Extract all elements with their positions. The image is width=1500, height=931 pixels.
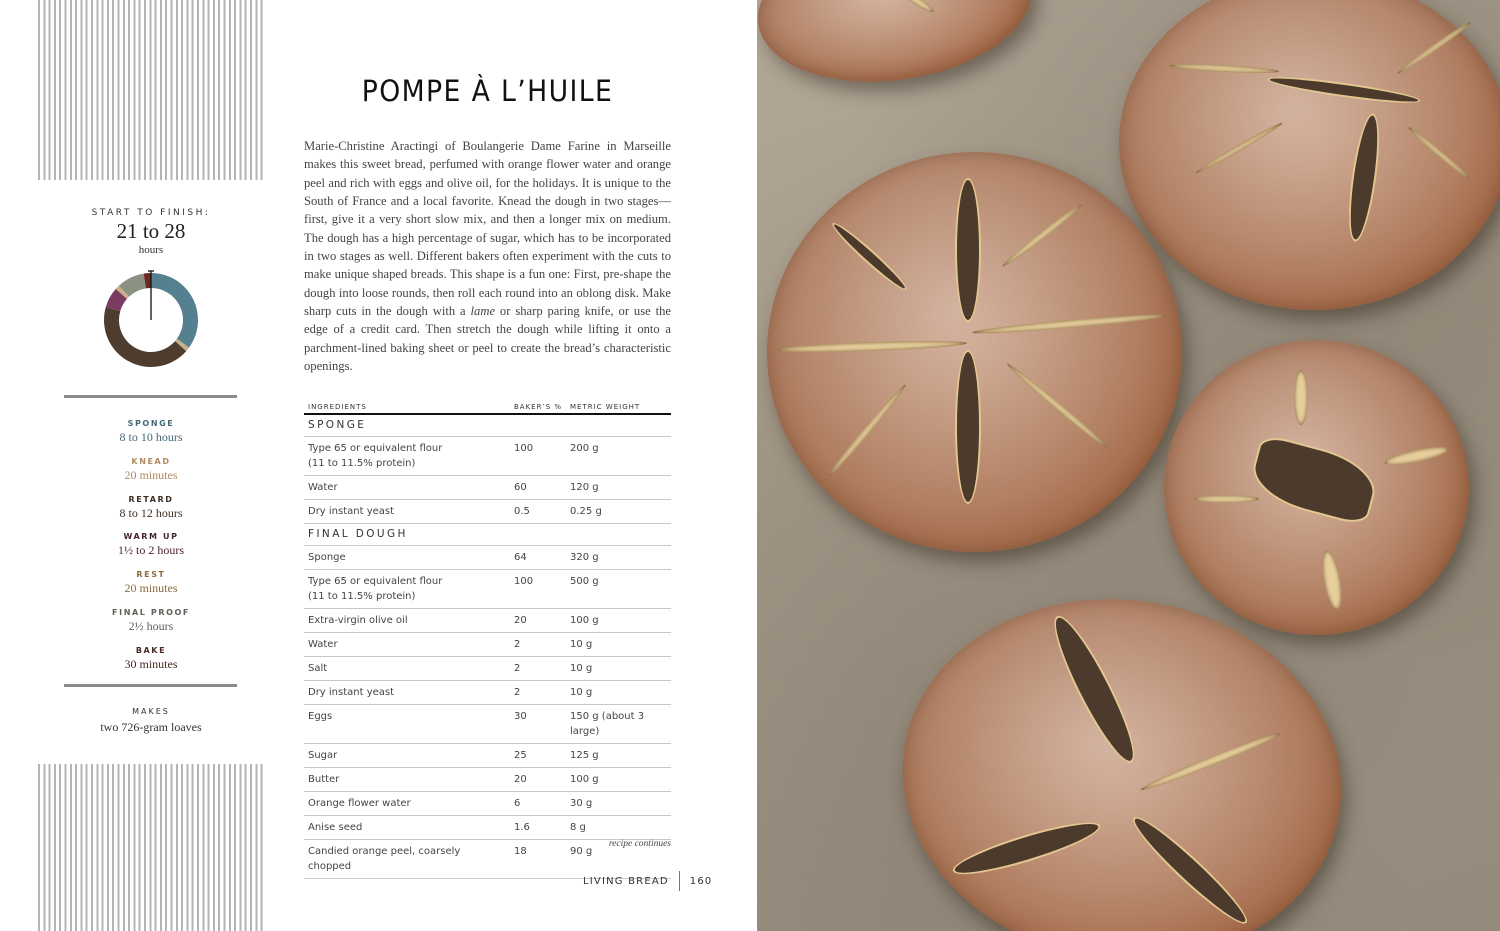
recipe-continues-note: recipe continues [608,839,671,849]
ingredient-name: Sugar [308,750,338,761]
stage-label: REST [136,570,166,580]
ingredient-name: Dry instant yeast [308,687,395,698]
decorative-stripes-top [38,0,264,180]
stage-value: 30 minutes [124,656,178,671]
bakers-percent-cell: 25 [510,744,566,768]
table-row [304,705,671,744]
divider-rule [64,684,237,687]
stage-knead [38,456,264,494]
ingredient-cell [304,437,510,476]
ingredient-cell [304,570,510,609]
section-heading: FINAL DOUGH [304,524,671,546]
metric-weight-cell: 10 g [566,657,671,681]
bakers-percent-cell: 18 [510,840,566,879]
intro-text: Marie-Christine Aractingi of Boulangerie Dame Farine in Marseille makes this sweet bread, perfumed with orange flower water and orange peel and rich with eggs and olive oil, for the holidays. It is unique to the South of France and a local favorite. Knead the dough in two stages—first, give it a very short slow mix, and then a longer mix on medium. The dough has a high percentage of sugar, which has to be incorporated in two stages as well. Different bakers often experiment with the cuts to make unique shaped breads. This shape is a fun one: First, pre-shape the dough into loose rounds, then roll each round into an oblong disk. Make sharp cuts in the dough with a [304,139,671,319]
metric-weight-cell: 10 g [566,681,671,705]
stage-label: SPONGE [127,419,175,428]
header-bakers-percent: BAKER’S % [510,401,566,414]
stage-warm-up [38,531,264,569]
stage-list [38,418,264,683]
ingredients-body [304,414,671,879]
ingredient-cell [304,768,510,792]
header-ingredients: INGREDIENTS [304,401,510,414]
decorative-stripes-bottom [38,764,264,931]
loaf [1119,0,1500,310]
ingredient-name: Dry instant yeast [308,506,395,517]
stage-label: FINAL PROOF [112,607,190,617]
table-row [304,437,671,476]
start-to-finish-unit: hours [138,244,164,256]
ingredient-cell [304,633,510,657]
recipe-intro [304,137,671,375]
page-number: 160 [689,875,713,887]
ingredient-cell [304,500,510,524]
table-row [304,768,671,792]
intro-text: or sharp paring knife, or use the edge of a credit card. Then stretch the dough while lifting it onto a parchment-lined baking sheet or peel to create the bread’s characteristic openings. [304,304,671,374]
ingredient-name: Extra-virgin olive oil [308,615,408,626]
table-row [304,546,671,570]
intro-italic-term: lame [470,304,496,319]
ingredient-cell [304,705,510,744]
stage-label: KNEAD [131,456,171,466]
running-footer-section: LIVING BREAD [583,875,669,887]
section-heading: SPONGE [304,414,671,437]
stage-value: 20 minutes [124,581,178,596]
table-row [304,500,671,524]
metric-weight-cell: 30 g [566,792,671,816]
ingredient-name: Water [308,639,338,650]
table-row [304,609,671,633]
recipe-title: POMPE À L’HUILE [361,74,614,108]
table-row [304,657,671,681]
header-metric-weight: METRIC WEIGHT [566,401,671,414]
metric-weight-cell: 125 g [566,744,671,768]
ingredient-name: Type 65 or equivalent flour [308,576,443,587]
metric-weight-cell: 320 g [566,546,671,570]
bakers-percent-cell: 0.5 [510,500,566,524]
bread-photo [757,0,1500,931]
metric-weight-cell: 120 g [566,476,671,500]
bakers-percent-cell: 2 [510,633,566,657]
yield [38,707,264,735]
ingredient-name: Anise seed [308,822,363,833]
ingredient-note: (11 to 11.5% protein) [308,458,416,469]
table-row [304,476,671,500]
ingredient-cell [304,476,510,500]
stage-label: BAKE [135,645,167,655]
stage-value: 8 to 10 hours [119,430,183,444]
ingredient-name: Water [308,482,338,493]
bakers-percent-cell: 64 [510,546,566,570]
ingredient-cell [304,840,510,879]
bakers-percent-cell: 100 [510,437,566,476]
ingredient-name: Eggs [308,711,333,722]
ingredients-table [304,401,671,879]
start-to-finish-label: START TO FINISH: [91,208,211,218]
stage-value: 2½ hours [128,618,174,633]
metric-weight-cell: 150 g (about 3 large) [566,705,671,744]
metric-weight-cell: 100 g [566,609,671,633]
bakers-percent-cell: 2 [510,657,566,681]
table-section-row [304,524,671,546]
stage-rest [38,569,264,607]
ingredient-name: Butter [308,774,340,785]
table-row [304,681,671,705]
ingredient-name: Type 65 or equivalent flour [308,443,443,454]
ingredient-cell [304,609,510,633]
metric-weight-cell: 90 g [566,840,671,879]
timing-summary [38,200,264,370]
page-footer [583,871,712,891]
table-header-row [304,401,671,414]
ingredient-name: Candied orange peel, coarsely chopped [308,846,461,872]
ingredient-cell [304,792,510,816]
ingredient-name: Salt [308,663,328,674]
table-row [304,744,671,768]
bakers-percent-cell: 2 [510,681,566,705]
ingredient-note: (11 to 11.5% protein) [308,591,416,602]
stage-label: WARM UP [123,532,179,542]
bakers-percent-cell: 20 [510,768,566,792]
loaf [757,0,1041,98]
ingredient-name: Sponge [308,552,346,563]
bakers-percent-cell: 6 [510,792,566,816]
footer-divider [679,871,680,891]
ingredient-cell [304,657,510,681]
ingredient-cell [304,681,510,705]
bakers-percent-cell: 100 [510,570,566,609]
metric-weight-cell: 10 g [566,633,671,657]
start-to-finish-value: 21 to 28 [116,219,186,243]
metric-weight-cell: 500 g [566,570,671,609]
makes-label: MAKES [132,707,170,716]
metric-weight-cell: 0.25 g [566,500,671,524]
bakers-percent-cell: 20 [510,609,566,633]
stage-value: 1½ to 2 hours [118,543,184,558]
timing-donut-chart [101,270,201,370]
bakers-percent-cell: 60 [510,476,566,500]
loaf [1164,340,1469,635]
makes-value: two 726-gram loaves [100,720,202,734]
divider-rule [64,395,237,398]
stage-retard [38,494,264,532]
donut-segment-retard [104,307,186,367]
stage-sponge [38,418,264,456]
donut-segment-sponge [151,273,198,348]
ingredient-cell [304,744,510,768]
stage-label: RETARD [128,494,174,504]
table-row [304,570,671,609]
table-row [304,816,671,840]
ingredient-cell [304,546,510,570]
metric-weight-cell: 200 g [566,437,671,476]
table-section-row [304,414,671,437]
stage-final-proof [38,607,264,645]
metric-weight-cell: 100 g [566,768,671,792]
table-row [304,792,671,816]
ingredient-cell [304,816,510,840]
bakers-percent-cell: 1.6 [510,816,566,840]
table-row [304,633,671,657]
stage-value: 8 to 12 hours [119,505,183,520]
loaf [767,152,1182,552]
metric-weight-cell: 8 g [566,816,671,840]
stage-bake [38,645,264,683]
bakers-percent-cell: 30 [510,705,566,744]
ingredient-name: Orange flower water [308,798,411,809]
stage-value: 20 minutes [124,467,178,482]
